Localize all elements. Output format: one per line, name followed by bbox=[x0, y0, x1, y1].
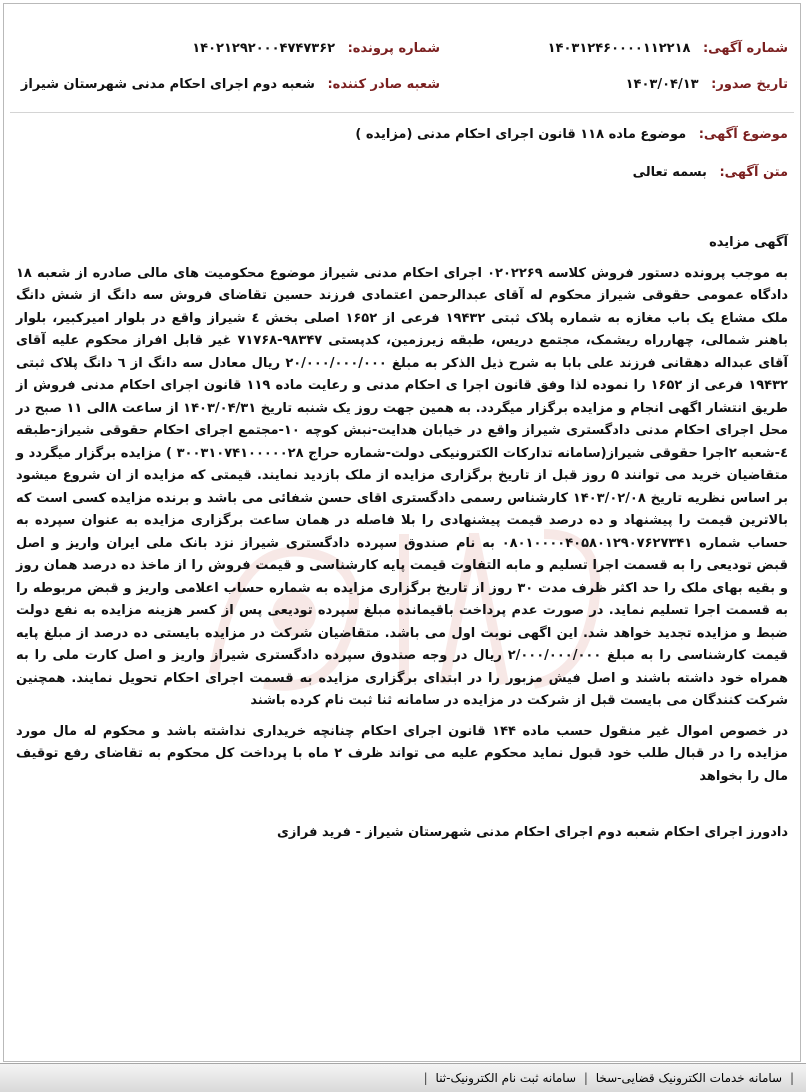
status-separator: | bbox=[423, 1071, 428, 1085]
text-intro: بسمه تعالی bbox=[632, 165, 707, 180]
issuing-branch: شعبه دوم اجرای احکام مدنی شهرستان شیراز bbox=[20, 77, 315, 92]
text-field bbox=[633, 164, 788, 182]
notice-number-label: شماره آگهی: bbox=[702, 41, 788, 56]
case-number-label: شماره پرونده: bbox=[347, 41, 440, 56]
notice-body bbox=[16, 232, 788, 845]
subject-label: موضوع آگهی: bbox=[698, 127, 788, 142]
notice-paragraph-2: در خصوص اموال غیر منقول حسب ماده ۱۴۴ قانون اجرای احکام چنانچه خریداری نداشته باشد و محکوم له مال مورد مزایده را در قبال طلب خود قبول نماید محکوم علیه می تواند ظرف ۲ ماه با پرداخت کل محکوم به تقاضای رفع توقیف مال را بخواهد bbox=[16, 723, 788, 784]
status-separator: | bbox=[789, 1071, 794, 1085]
issuing-branch-field bbox=[21, 76, 440, 94]
status-separator: | bbox=[583, 1071, 588, 1085]
subject-field bbox=[355, 126, 788, 144]
notice-heading: آگهی مزایده bbox=[709, 235, 788, 250]
issue-date-field bbox=[626, 76, 788, 94]
sana-link[interactable]: سامانه ثبت نام الکترونیک-ثنا bbox=[435, 1071, 577, 1085]
text-label: متن آگهی: bbox=[719, 165, 788, 180]
issue-date-label: تاریخ صدور: bbox=[711, 77, 788, 92]
divider bbox=[10, 112, 794, 113]
notice-signature: دادورز اجرای احکام شعبه دوم اجرای احکام مدنی شهرستان شیراز - فرید فرازی bbox=[277, 825, 788, 840]
case-number-field bbox=[192, 40, 440, 58]
issue-date: ۱۴۰۳/۰۴/۱۳ bbox=[625, 77, 699, 92]
notice-frame bbox=[3, 3, 801, 1062]
notice-number-field bbox=[548, 40, 788, 58]
case-number: ۱۴۰۲۱۲۹۲۰۰۰۴۷۴۷۳۶۲ bbox=[192, 41, 336, 56]
notice-number: ۱۴۰۳۱۲۴۶۰۰۰۰۱۱۲۲۱۸ bbox=[547, 41, 691, 56]
notice-paragraph-1: به موجب پرونده دستور فروش کلاسه ۰۲۰۲۲۶۹ اجرای احکام مدنی شیراز موضوع محکومیت های مالی صادره از شعبه ۱۸ دادگاه عمومی حقوقی شیراز محکوم له آقای عبدالرحمن اعتمادی فرزند حسین تقاضای فروش سه دانگ از شش دانگ ملک مشاع یک باب مغازه به شماره پلاک ثبتی ۱۹۴۳۲ فرعی از ۱۶۵۲ اصلی بخش ٤ شیراز واقع در بلوار امیرکبیر، بلوار باهنر شمالی، چهارراه ریشمک، مجتمع دریس، طبقه زیرزمین، کدپستی ۹۸۳۴۷-۷۱۷۶۸ غیر قابل افراز محکوم علیه آقای آقای عبداله دهقانی فرزند علی بابا به شرح ذیل الذکر به مبلغ ۲۰/۰۰۰/۰۰۰/۰۰۰ ریال معادل سه دانگ از ٦ دانگ پلاک ثبتی ۱۹۴۳۲ فرعی از ۱۶۵۲ را نموده لذا وفق قانون اجرا ی احکام مدنی و رعایت ماده ۱۱۹ قانون اجرای احکام مدنی فروش از طریق انتشار اگهی انجام و مزایده برگزار میگردد. به همین جهت روز یک شنبه تاریخ ۱۴۰۳/۰۴/۳۱ از ساعت ۸الی ۱۱ صبح در محل اجرای احکام مدنی دادگستری شیراز واقع در خیابان هدایت-نبش کوچه ۱۰-مجتمع اجرای احکام حقوقی شیراز-طبقه ٤-شعبه ۲اجرا حقوقی شیراز(سامانه تدارکات الکترونیکی دولت-شماره حراج ۳۰۰۳۱۰۷۴۱۰۰۰۰۰۲۸ ) مزایده برگزار میگردد و متقاضیان خرید می توانند ۵ روز قبل از تاریخ برگزاری مزایده از ملک بازدید نمایند. قیمتی که مزایده از ان شروع میشود بر اساس نظریه تاریخ ۱۴۰۳/۰۲/۰۸ کارشناس رسمی دادگستری اقای حسن شفائی می باشد و برنده مزایده کسی است که بالاترین قیمت را پیشنهاد و ده درصد قیمت پیشنهادی را بلا فاصله در همان ساعت برگزاری مزایده به عنوان سپرده به حساب شماره ۰۸۰۱۰۰۰۰۴۰۵۸۰۱۲۹۰۷۶۲۷۳۴۱ به نام صندوق سپرده دادگستری شیراز نزد بانک ملی ایران واریز و اصل قبض تودیعی را به قسمت اجرا تسلیم و مابه التفاوت قیمت پایه کارشناسی و قیمت فروش را از ماخذ ده درصد همان روز و بقیه بهای ملک را حد اکثر ظرف مدت ۳۰ روز از تاریخ برگزاری مزایده به شماره حساب اعلامی واریز و قبض مربوطه را به قسمت اجرا تسلیم نماید. در صورت عدم پرداخت باقیمانده مبلغ سپرده تودیعی پس از کسر هزینه مزایده به نفع دولت ضبط و مزایده تجدید خواهد شد. این اگهی نوبت اول می باشد. متقاضیان شرکت در مزایده بایستی ده درصد از مبلغ پایه قیمت کارشناسی را به مبلغ ۲/۰۰۰/۰۰۰/۰۰۰ ریال در وجه صندوق سپرده دادگستری شیراز واریز و اصل کارت ملی را به همراه خود داشته باشند و اصل فیش مزبور را در ابتدای برگزاری مزایده به قسمت اجرای احکام تحویل نمایند. همچنین شرکت کنندگان می بایست قبل از شرکت در مزایده در سامانه ثنا ثبت نام کرده باشند bbox=[16, 265, 789, 708]
status-bar bbox=[0, 1063, 806, 1092]
sakha-link[interactable]: سامانه خدمات الکترونیک قضایی-سخا bbox=[595, 1071, 783, 1085]
issuing-branch-label: شعبه صادر کننده: bbox=[327, 77, 440, 92]
subject: موضوع ماده ۱۱۸ قانون اجرای احکام مدنی (مزایده ) bbox=[355, 127, 687, 142]
